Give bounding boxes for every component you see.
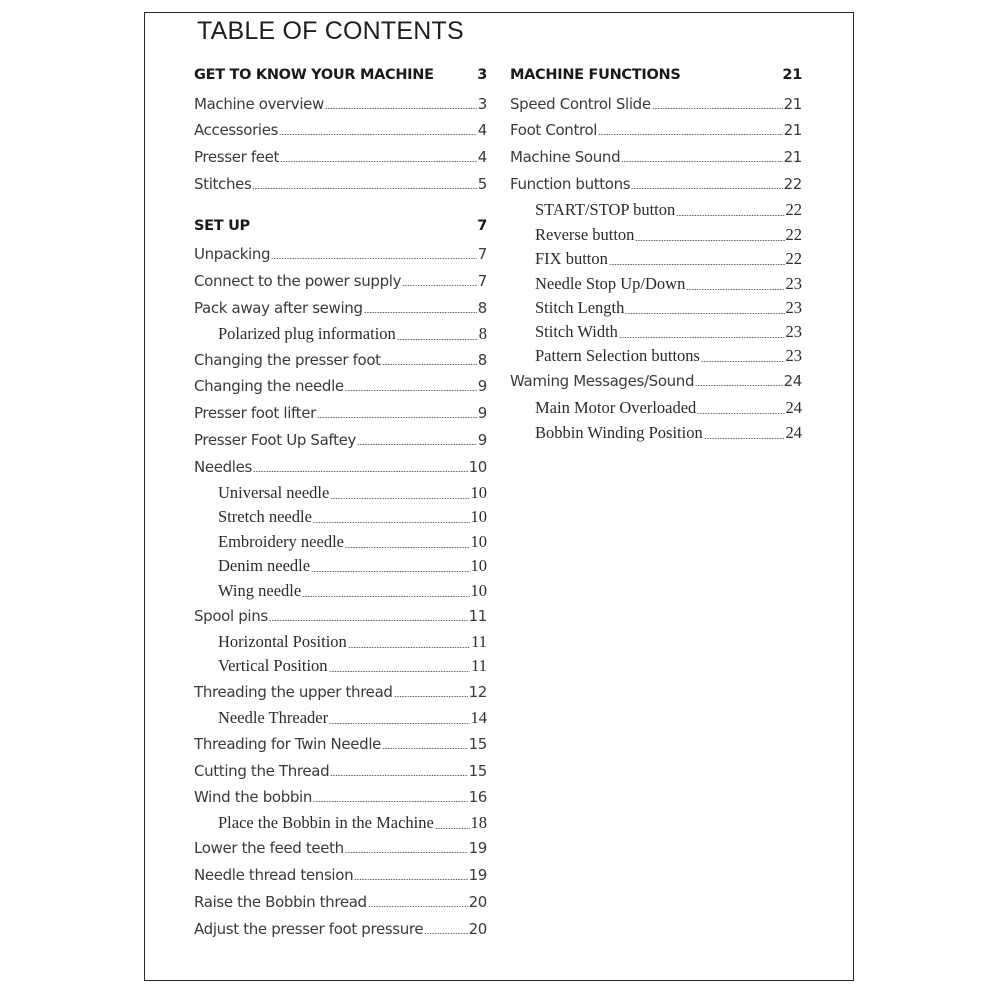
section-heading-label: GET TO KNOW YOUR MACHINE bbox=[194, 67, 434, 83]
entry-label: Reverse button bbox=[535, 225, 635, 244]
dot-leader bbox=[625, 313, 784, 314]
entry-label: Stitch Width bbox=[535, 322, 618, 341]
toc-entry[interactable] bbox=[510, 91, 802, 113]
toc-entry[interactable] bbox=[194, 758, 487, 780]
page-title: TABLE OF CONTENTS bbox=[197, 17, 464, 45]
entry-label: Presser feet bbox=[194, 148, 280, 166]
entry-label: Universal needle bbox=[218, 483, 330, 502]
entry-page-number: 8 bbox=[478, 324, 487, 343]
toc-entry[interactable] bbox=[194, 91, 487, 113]
toc-entry[interactable] bbox=[194, 427, 487, 449]
toc-subentry[interactable] bbox=[535, 247, 802, 269]
toc-subentry[interactable] bbox=[535, 296, 802, 318]
dot-leader bbox=[252, 188, 476, 189]
dot-leader bbox=[635, 240, 784, 241]
entry-page-number: 11 bbox=[468, 607, 487, 625]
dot-leader bbox=[652, 108, 783, 109]
entry-page-number: 8 bbox=[477, 351, 487, 369]
section-page-number: 3 bbox=[477, 67, 487, 83]
entry-label: Accessories bbox=[194, 121, 279, 139]
entry-page-number: 21 bbox=[783, 148, 802, 166]
toc-subentry[interactable] bbox=[218, 530, 487, 552]
entry-page-number: 20 bbox=[468, 893, 487, 911]
dot-leader bbox=[402, 285, 477, 286]
toc-entry[interactable] bbox=[194, 679, 487, 701]
entry-page-number: 10 bbox=[470, 483, 487, 502]
toc-subentry[interactable] bbox=[218, 654, 487, 676]
entry-page-number: 4 bbox=[477, 148, 487, 166]
entry-page-number: 10 bbox=[468, 458, 487, 476]
entry-label: START/STOP button bbox=[535, 200, 676, 219]
entry-label: Waming Messages/Sound bbox=[510, 372, 695, 390]
entry-label: Spool pins bbox=[194, 607, 268, 625]
entry-label: Changing the needle bbox=[194, 377, 344, 395]
dot-leader bbox=[345, 390, 477, 391]
entry-label: Main Motor Overloaded bbox=[535, 398, 697, 417]
entry-label: Bobbin Winding Position bbox=[535, 423, 703, 442]
entry-label: Stitch Length bbox=[535, 298, 625, 317]
toc-subentry[interactable] bbox=[218, 554, 487, 576]
toc-subentry[interactable] bbox=[218, 322, 487, 344]
toc-entry[interactable] bbox=[194, 268, 487, 290]
entry-page-number: 22 bbox=[785, 225, 802, 244]
toc-entry[interactable] bbox=[194, 835, 487, 857]
entry-page-number: 22 bbox=[785, 249, 802, 268]
entry-label: Speed Control Slide bbox=[510, 95, 651, 113]
dot-leader bbox=[368, 906, 468, 907]
dot-leader bbox=[631, 188, 782, 189]
entry-page-number: 4 bbox=[477, 121, 487, 139]
dot-leader bbox=[701, 361, 785, 362]
dot-leader bbox=[686, 289, 784, 290]
entry-label: Lower the feed teeth bbox=[194, 839, 344, 857]
toc-entry[interactable] bbox=[194, 144, 487, 166]
entry-label: Function buttons bbox=[510, 175, 631, 193]
toc-subentry[interactable] bbox=[218, 481, 487, 503]
entry-page-number: 24 bbox=[785, 398, 802, 417]
dot-leader bbox=[394, 696, 468, 697]
toc-entry[interactable] bbox=[194, 784, 487, 806]
section-page-number: 7 bbox=[477, 218, 487, 234]
dot-leader bbox=[382, 748, 468, 749]
dot-leader bbox=[311, 571, 469, 572]
dot-leader bbox=[313, 522, 470, 523]
dot-leader bbox=[329, 671, 471, 672]
toc-subentry[interactable] bbox=[535, 198, 802, 220]
toc-entry[interactable] bbox=[194, 295, 487, 317]
toc-subentry[interactable] bbox=[535, 421, 802, 443]
entry-page-number: 9 bbox=[477, 431, 487, 449]
dot-leader bbox=[354, 879, 467, 880]
dot-leader bbox=[609, 264, 785, 265]
entry-page-number: 21 bbox=[783, 121, 802, 139]
toc-subentry[interactable] bbox=[535, 272, 802, 294]
entry-label: Polarized plug information bbox=[218, 324, 396, 343]
dot-leader bbox=[348, 647, 470, 648]
dot-leader bbox=[357, 444, 477, 445]
entry-page-number: 11 bbox=[471, 632, 487, 651]
entry-label: Needle Stop Up/Down bbox=[535, 274, 686, 293]
dot-leader bbox=[424, 933, 467, 934]
entry-label: Needle thread tension bbox=[194, 866, 354, 884]
dot-leader bbox=[704, 438, 785, 439]
entry-label: Adjust the presser foot pressure bbox=[194, 920, 424, 938]
dot-leader bbox=[269, 620, 468, 621]
dot-leader bbox=[280, 161, 477, 162]
entry-label: Presser foot lifter bbox=[194, 404, 316, 422]
toc-entry[interactable] bbox=[194, 454, 487, 476]
toc-entry[interactable] bbox=[510, 171, 802, 193]
toc-subentry[interactable] bbox=[535, 223, 802, 245]
dot-leader bbox=[364, 312, 477, 313]
toc-subentry[interactable] bbox=[218, 706, 487, 728]
entry-page-number: 23 bbox=[785, 298, 802, 317]
entry-label: Place the Bobbin in the Machine bbox=[218, 813, 434, 832]
entry-label: Stitches bbox=[194, 175, 252, 193]
entry-label: Raise the Bobbin thread bbox=[194, 893, 367, 911]
dot-leader bbox=[313, 801, 468, 802]
dot-leader bbox=[435, 828, 470, 829]
entry-page-number: 20 bbox=[468, 920, 487, 938]
section-heading[interactable] bbox=[510, 61, 802, 83]
section-page-number: 21 bbox=[782, 67, 802, 83]
entry-label: Wind the bobbin bbox=[194, 788, 313, 806]
entry-label: Machine overview bbox=[194, 95, 324, 113]
entry-label: Presser Foot Up Saftey bbox=[194, 431, 357, 449]
section-heading[interactable] bbox=[194, 61, 487, 83]
toc-entry[interactable] bbox=[194, 373, 487, 395]
toc-entry[interactable] bbox=[194, 117, 487, 139]
entry-label: Stretch needle bbox=[218, 507, 312, 526]
entry-page-number: 10 bbox=[470, 581, 487, 600]
entry-label: Connect to the power supply bbox=[194, 272, 402, 290]
toc-subentry[interactable] bbox=[218, 579, 487, 601]
toc-entry[interactable] bbox=[510, 144, 802, 166]
entry-page-number: 12 bbox=[468, 683, 487, 701]
entry-page-number: 18 bbox=[470, 813, 487, 832]
dot-leader bbox=[397, 339, 478, 340]
entry-page-number: 11 bbox=[471, 656, 487, 675]
entry-page-number: 22 bbox=[783, 175, 802, 193]
entry-page-number: 23 bbox=[785, 274, 802, 293]
dot-leader bbox=[697, 413, 784, 414]
entry-label: Pack away after sewing bbox=[194, 299, 363, 317]
entry-page-number: 16 bbox=[468, 788, 487, 806]
entry-page-number: 15 bbox=[468, 735, 487, 753]
dot-leader bbox=[695, 385, 782, 386]
entry-label: Changing the presser foot bbox=[194, 351, 381, 369]
entry-page-number: 21 bbox=[783, 95, 802, 113]
toc-entry[interactable] bbox=[194, 731, 487, 753]
toc-subentry[interactable] bbox=[535, 396, 802, 418]
entry-page-number: 23 bbox=[785, 322, 802, 341]
dot-leader bbox=[345, 852, 468, 853]
section-heading[interactable] bbox=[194, 212, 487, 234]
dot-leader bbox=[676, 215, 784, 216]
toc-subentry[interactable] bbox=[218, 811, 487, 833]
entry-label: FIX button bbox=[535, 249, 608, 268]
toc-entry[interactable] bbox=[194, 171, 487, 193]
toc-entry[interactable] bbox=[194, 347, 487, 369]
entry-page-number: 22 bbox=[785, 200, 802, 219]
entry-page-number: 5 bbox=[477, 175, 487, 193]
toc-entry[interactable] bbox=[510, 117, 802, 139]
dot-leader bbox=[325, 108, 477, 109]
toc-subentry[interactable] bbox=[218, 505, 487, 527]
toc-entry[interactable] bbox=[194, 603, 487, 625]
dot-leader bbox=[330, 775, 467, 776]
dot-leader bbox=[619, 337, 785, 338]
dot-leader bbox=[621, 161, 782, 162]
toc-entry[interactable] bbox=[194, 241, 487, 263]
entry-page-number: 7 bbox=[477, 245, 487, 263]
dot-leader bbox=[317, 417, 477, 418]
entry-page-number: 24 bbox=[785, 423, 802, 442]
entry-page-number: 19 bbox=[468, 866, 487, 884]
entry-page-number: 9 bbox=[477, 404, 487, 422]
section-heading-label: MACHINE FUNCTIONS bbox=[510, 67, 681, 83]
entry-label: Cutting the Thread bbox=[194, 762, 330, 780]
toc-entry[interactable] bbox=[194, 862, 487, 884]
dot-leader bbox=[345, 547, 470, 548]
entry-label: Pattern Selection buttons bbox=[535, 346, 700, 365]
section-heading-label: SET UP bbox=[194, 218, 250, 234]
toc-subentry[interactable] bbox=[218, 630, 487, 652]
entry-label: Wing needle bbox=[218, 581, 302, 600]
entry-page-number: 24 bbox=[783, 372, 802, 390]
entry-label: Threading for Twin Needle bbox=[194, 735, 382, 753]
entry-label: Vertical Position bbox=[218, 656, 328, 675]
dot-leader bbox=[253, 471, 468, 472]
toc-entry[interactable] bbox=[510, 368, 802, 390]
entry-label: Unpacking bbox=[194, 245, 271, 263]
entry-page-number: 19 bbox=[468, 839, 487, 857]
entry-page-number: 8 bbox=[477, 299, 487, 317]
entry-label: Horizontal Position bbox=[218, 632, 347, 651]
entry-page-number: 14 bbox=[470, 708, 487, 727]
entry-label: Machine Sound bbox=[510, 148, 621, 166]
entry-label: Denim needle bbox=[218, 556, 311, 575]
dot-leader bbox=[279, 134, 477, 135]
entry-label: Threading the upper thread bbox=[194, 683, 393, 701]
entry-page-number: 10 bbox=[470, 556, 487, 575]
entry-page-number: 3 bbox=[477, 95, 487, 113]
entry-page-number: 23 bbox=[785, 346, 802, 365]
entry-label: Embroidery needle bbox=[218, 532, 344, 551]
entry-label: Needles bbox=[194, 458, 252, 476]
entry-page-number: 7 bbox=[477, 272, 487, 290]
entry-page-number: 9 bbox=[477, 377, 487, 395]
dot-leader bbox=[329, 723, 469, 724]
entry-page-number: 10 bbox=[470, 507, 487, 526]
dot-leader bbox=[271, 258, 477, 259]
dot-leader bbox=[330, 498, 469, 499]
toc-subentry[interactable] bbox=[535, 320, 802, 342]
toc-entry[interactable] bbox=[194, 400, 487, 422]
dot-leader bbox=[598, 134, 782, 135]
entry-page-number: 15 bbox=[468, 762, 487, 780]
toc-entry[interactable] bbox=[194, 889, 487, 911]
toc-entry[interactable] bbox=[194, 916, 487, 938]
entry-page-number: 10 bbox=[470, 532, 487, 551]
dot-leader bbox=[382, 364, 477, 365]
toc-subentry[interactable] bbox=[535, 344, 802, 366]
entry-label: Needle Threader bbox=[218, 708, 329, 727]
dot-leader bbox=[302, 596, 469, 597]
entry-label: Foot Control bbox=[510, 121, 598, 139]
